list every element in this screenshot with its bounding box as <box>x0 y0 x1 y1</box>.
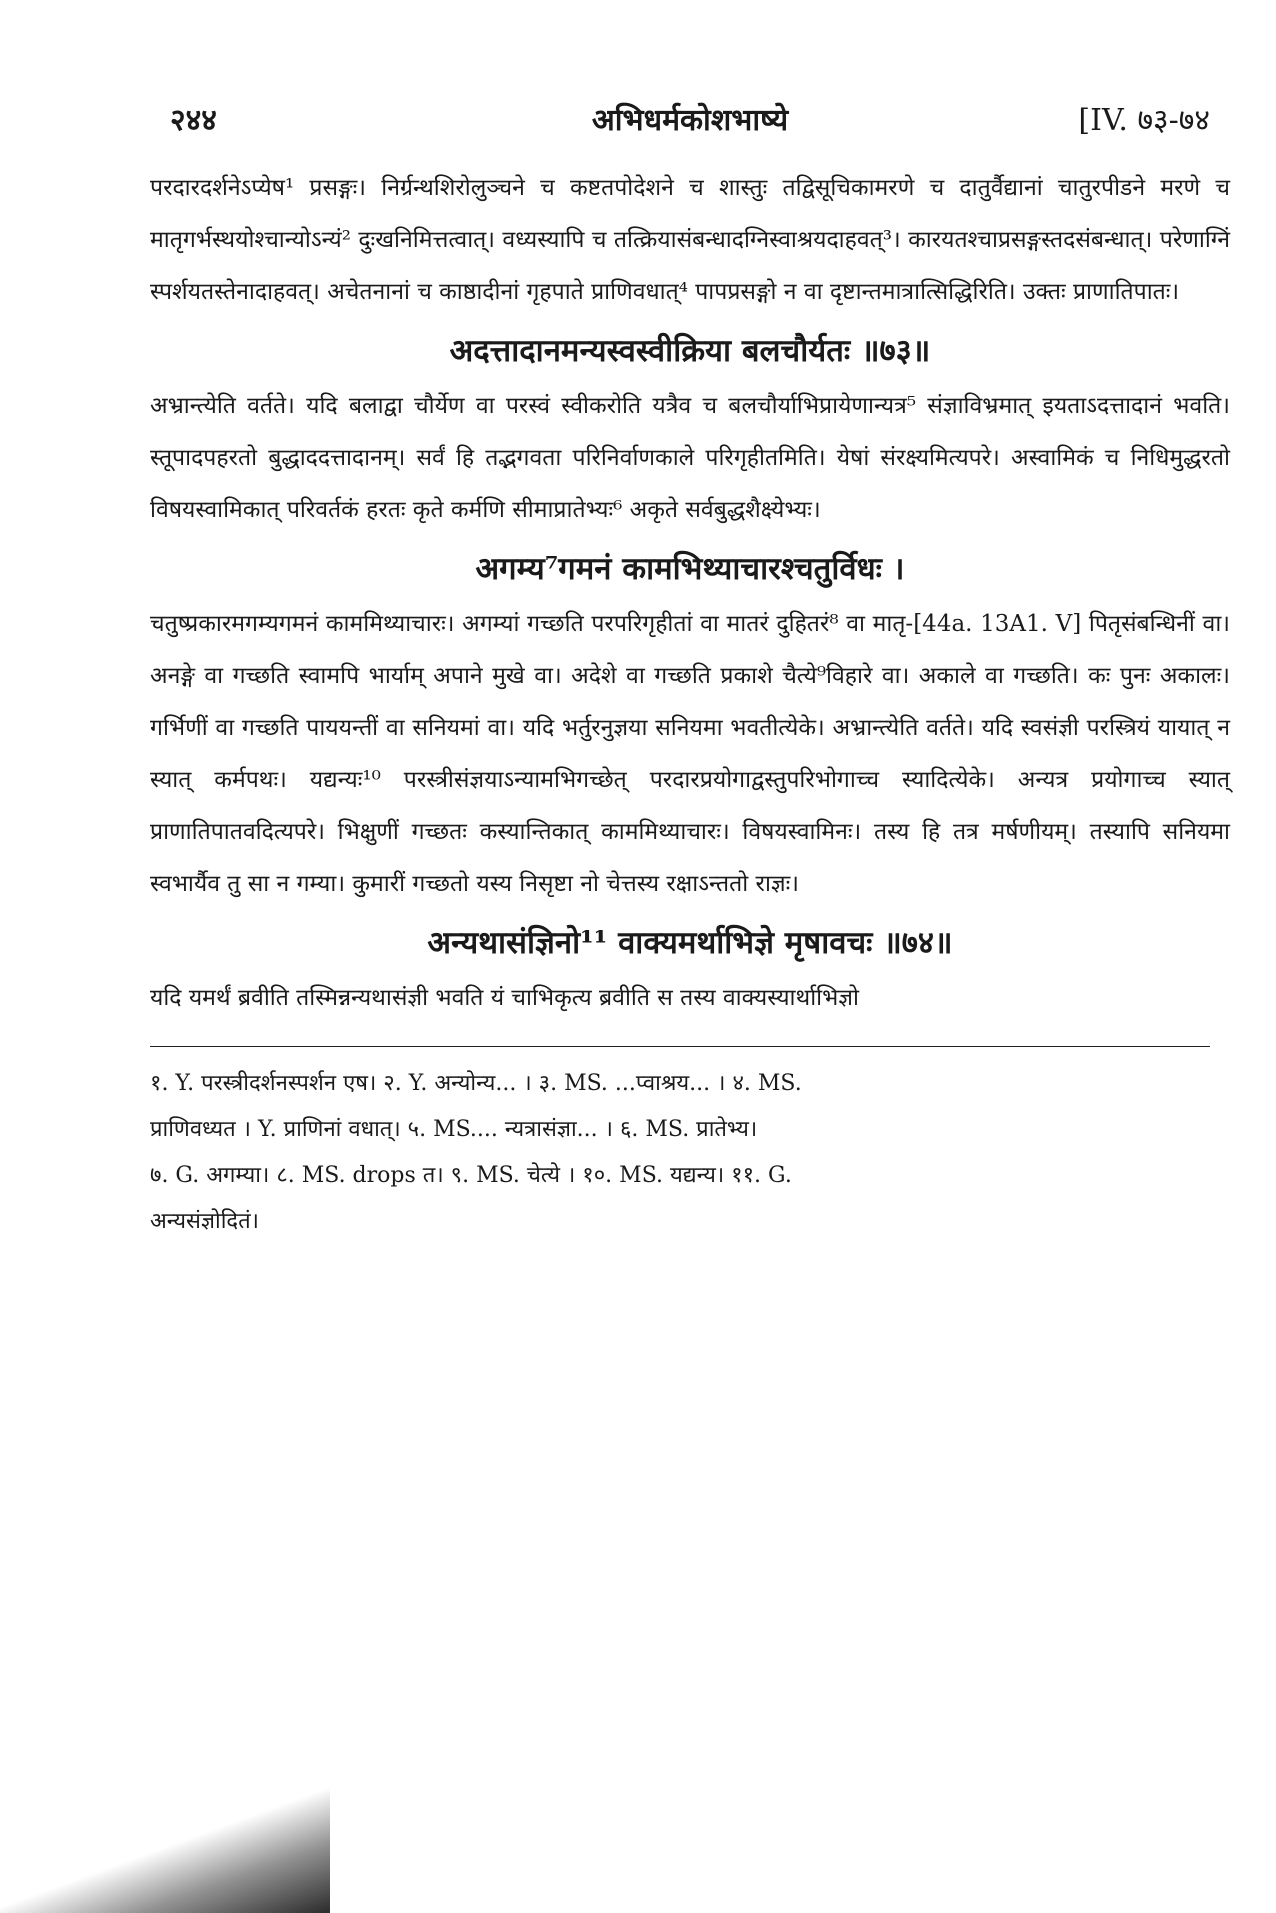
commentary-half-verse: चतुष्प्रकारमगम्यगमनं काममिथ्याचारः। अगम्यां गच्छति परपरिगृहीतां वा मातरं दुहितरं⁸ वा मातृ-[44a. 13A1. V] पितृसंबन्धिनीं वा। अनङ्गे वा गच्छति स्वामपि भार्याम् अपाने मुखे वा। अदेशे वा गच्छति प्रकाशे चैत्ये⁹विहारे वा। अकाले वा गच्छति। कः पुनः अकालः। गर्भिणीं वा गच्छति पाययन्तीं वा सनियमां वा। यदि भर्तुरनुज्ञया सनियमा भवतीत्येके। अभ्रान्त्येति वर्तते। यदि स्वसंज्ञी परस्त्रियं यायात् न स्यात् कर्मपथः। यद्यन्यः¹⁰ परस्त्रीसंज्ञयाऽन्यामभिगच्छेत् परदारप्रयोगाद्वस्तुपरिभोगाच्च स्यादित्येके। अन्यत्र प्रयोगाच्च स्यात् प्राणातिपातवदित्यपरे। भिक्षुणीं गच्छतः कस्यान्तिकात् काममिथ्याचारः। विषयस्वामिनः। तस्य हि तत्र मर्षणीयम्। तस्यापि सनियमा स्वभार्यैव तु सा न गम्या। कुमारीं गच्छतो यस्य निसृष्टा नो चेत्तस्य रक्षाऽन्ततो राज्ञः। <box>150 611 1230 897</box>
commentary-verse-74: यदि यमर्थं ब्रवीति तस्मिन्नन्यथासंज्ञी भवति यं चाभिकृत्य ब्रवीति स तस्य वाक्यस्यार्थाभिज्ञो <box>150 985 859 1011</box>
verse-73: अदत्तादानमन्यस्वस्वीक्रिया बलचौर्यतः ॥७३॥ <box>449 333 931 369</box>
footnote-line-4: अन्यसंज्ञोदितं। <box>150 1209 259 1234</box>
running-title: अभिधर्मकोशभाष्ये <box>591 103 789 138</box>
footnote-line-3: ७. G. अगम्या। ८. MS. drops त। ९. MS. चेत्ये । १०. MS. यद्यन्य। ११. G. <box>150 1163 792 1188</box>
section-reference: [IV. ७३-७४ <box>1078 103 1210 138</box>
half-verse: अगम्य⁷गमनं कामभिथ्याचारश्चतुर्विधः । <box>475 551 905 587</box>
footnotes <box>150 1061 1230 1245</box>
footnote-line-1: १. Y. परस्त्रीदर्शनस्पर्शन एष। २. Y. अन्योन्य... । ३. MS. ...प्वाश्रय... । ४. MS. <box>150 1071 802 1096</box>
footnote-divider <box>150 1046 1210 1047</box>
footnote-line-2: प्राणिवध्यत । Y. प्राणिनां वधात्। ५. MS.... न्यत्रासंज्ञा... । ६. MS. प्रातेभ्य। <box>150 1117 758 1142</box>
scan-shadow <box>0 1753 330 1913</box>
verse-74: अन्यथासंज्ञिनो¹¹ वाक्यमर्थाभिज्ञे मृषावचः ॥७४॥ <box>427 925 953 961</box>
commentary-paragraph-1: परदारदर्शनेऽप्येष¹ प्रसङ्गः। निर्ग्रन्थशिरोलुञ्चने च कष्टतपोदेशने च शास्तुः तद्विसूचिकामरणे च दातुर्वैद्यानां चातुरपीडने मरणे च मातृगर्भस्थयोश्चान्योऽन्यं² दुःखनिमित्तत्वात्। वध्यस्यापि च तत्क्रियासंबन्धादग्निस्वाश्रयदाहवत्³। कारयतश्चाप्रसङ्गस्तदसंबन्धात्। परेणाग्निं स्पर्शयतस्तेनादाहवत्। अचेतनानां च काष्ठादीनां गृहपाते प्राणिवधात्⁴ पापप्रसङ्गो न वा दृष्टान्तमात्रात्सिद्धिरिति। उक्तः प्राणातिपातः। <box>150 175 1230 305</box>
commentary-verse-73: अभ्रान्त्येति वर्तते। यदि बलाद्वा चौर्येण वा परस्वं स्वीकरोति यत्रैव च बलचौर्याभिप्रायेणान्यत्र⁵ संज्ञाविभ्रमात् इयताऽदत्तादानं भवति। स्तूपादपहरतो बुद्धाददत्तादानम्। सर्वं हि तद्भगवता परिनिर्वाणकाले परिगृहीतमिति। येषां संरक्ष्यमित्यपरे। अस्वामिकं च निधिमुद्धरतो विषयस्वामिकात् परिवर्तकं हरतः कृते कर्मणि सीमाप्रातेभ्यः⁶ अकृते सर्वबुद्धशैक्ष्येभ्यः। <box>150 393 1230 523</box>
page-number: २४४ <box>170 103 217 138</box>
running-header <box>150 90 1230 140</box>
book-page <box>150 90 1230 1245</box>
